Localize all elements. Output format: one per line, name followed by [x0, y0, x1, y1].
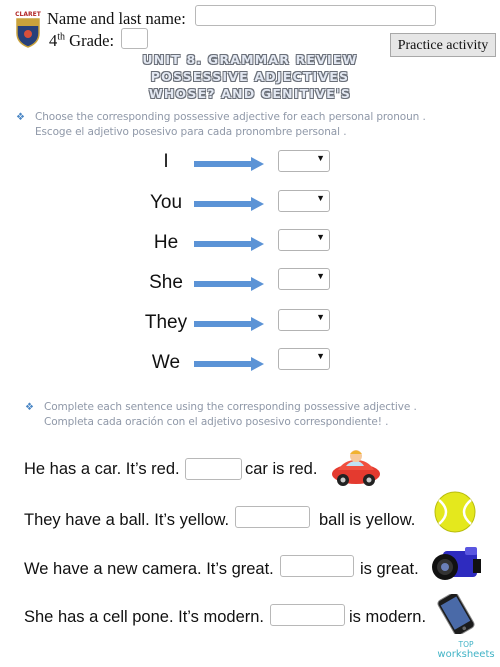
sentence-answer-field[interactable] [270, 604, 345, 626]
sentence-text-after: is great. [360, 560, 419, 578]
right-arrow-icon [194, 277, 264, 291]
chevron-down-icon: ▼ [316, 193, 325, 203]
sentence-text-before: She has a cell pone. It’s modern. [24, 608, 265, 626]
sentence-text-after: is modern. [349, 608, 427, 626]
right-arrow-icon [194, 237, 264, 251]
worksheet-title-line-1: UNIT 8. GRAMMAR REVIEW [142, 52, 358, 67]
brand-top-text: TOP [458, 640, 474, 649]
sentence-text-after: car is red. [245, 460, 318, 478]
sentence-text-before: They have a ball. It’s yellow. [24, 511, 230, 529]
bullet-diamond-icon: ❖ [25, 402, 34, 413]
section1-instruction-en: Choose the corresponding possessive adjective for each personal pronoun . [35, 111, 426, 123]
pronoun-label: I [163, 151, 169, 172]
chevron-down-icon: ▼ [316, 153, 325, 163]
pronoun-dropdown-we[interactable] [278, 348, 330, 370]
sentence-answer-field[interactable] [185, 458, 242, 480]
brand-bottom-text: worksheets [437, 649, 495, 660]
sentence-text-before: He has a car. It’s red. [24, 460, 180, 478]
right-arrow-icon [194, 157, 264, 171]
pronoun-label: She [149, 272, 183, 293]
right-arrow-icon [194, 197, 264, 211]
sentence-answer-field[interactable] [280, 555, 354, 577]
section2-instruction-en: Complete each sentence using the corresponding possessive adjective . [44, 401, 417, 413]
toy-car-icon [330, 446, 382, 488]
pronoun-dropdown-i[interactable] [278, 150, 330, 172]
camera-icon [429, 545, 487, 585]
pronoun-dropdown-she[interactable] [278, 268, 330, 290]
section2-instruction-es: Completa cada oración con el adjetivo posesivo correspondiente! . [44, 416, 389, 428]
bullet-diamond-icon: ❖ [16, 112, 25, 123]
right-arrow-icon [194, 357, 264, 371]
svg-text:CLARET: CLARET [15, 11, 41, 18]
pronoun-label: They [144, 312, 188, 333]
grade-label: 4th Grade: [49, 31, 115, 50]
chevron-down-icon: ▼ [316, 312, 325, 322]
pronoun-dropdown-he[interactable] [278, 229, 330, 251]
section1-instruction-es: Escoge el adjetivo posesivo para cada pronombre personal . [35, 126, 347, 138]
grade-field[interactable] [121, 28, 148, 49]
pronoun-dropdown-you[interactable] [278, 190, 330, 212]
chevron-down-icon: ▼ [316, 271, 325, 281]
smartphone-icon [431, 594, 481, 634]
chevron-down-icon: ▼ [316, 351, 325, 361]
worksheet-title-line-3: WHOSE? AND GENITIVE'S [148, 86, 352, 101]
tennis-ball-icon [433, 490, 477, 534]
topworksheets-logo [436, 640, 496, 660]
sentence-text-before: We have a new camera. It’s great. [24, 560, 274, 578]
pronoun-label: You [149, 192, 183, 213]
school-logo [14, 9, 42, 49]
pronoun-label: We [151, 352, 181, 373]
pronoun-dropdown-they[interactable] [278, 309, 330, 331]
right-arrow-icon [194, 317, 264, 331]
practice-activity-button[interactable]: Practice activity [390, 33, 496, 57]
sentence-answer-field[interactable] [235, 506, 310, 528]
worksheet-title-line-2: POSSESSIVE ADJECTIVES [150, 69, 350, 84]
name-field[interactable] [195, 5, 436, 26]
sentence-text-after: ball is yellow. [319, 511, 416, 529]
name-label: Name and last name: [47, 9, 186, 28]
pronoun-label: He [153, 232, 179, 253]
chevron-down-icon: ▼ [316, 232, 325, 242]
